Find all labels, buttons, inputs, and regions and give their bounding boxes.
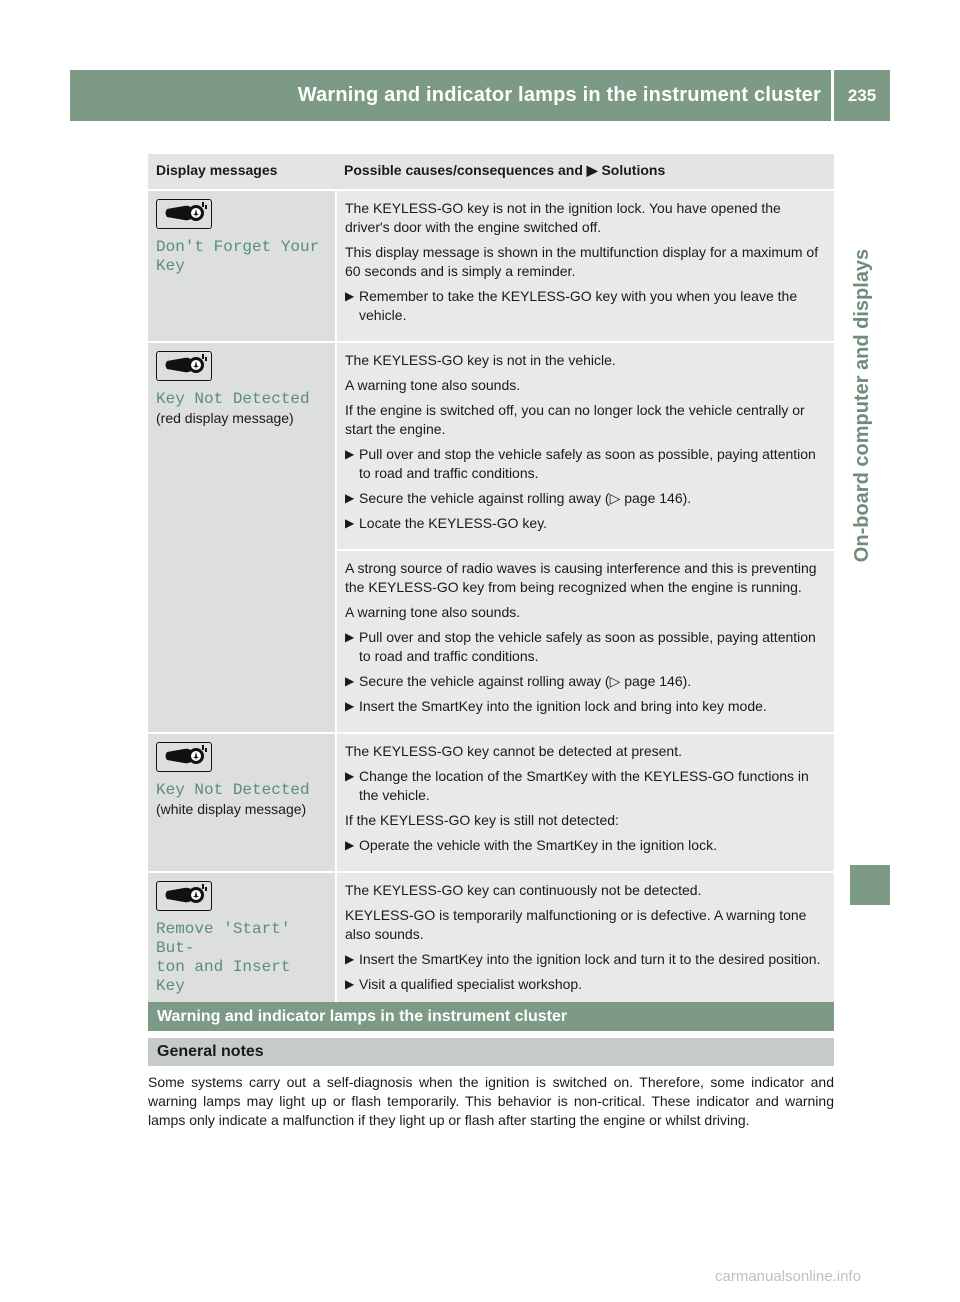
display-message-cell [148, 733, 336, 872]
column-header-causes [336, 154, 834, 190]
solution-step [345, 514, 828, 533]
solution-step [345, 767, 828, 805]
display-message-text: Key [156, 257, 185, 275]
section-subheading: General notes [148, 1038, 834, 1066]
solution-cell [336, 733, 834, 872]
arrow-right-icon: ▶ [345, 516, 355, 530]
cause-text: If the engine is switched off, you can no longer lock the vehicle centrally or start the engine. [345, 402, 805, 437]
table-row [148, 342, 834, 550]
key-icon [156, 199, 212, 229]
side-tab-label: On-board computer and displays [851, 248, 874, 562]
arrow-right-icon: ▶ [345, 838, 355, 852]
section-heading: Warning and indicator lamps in the instrument cluster [148, 1002, 834, 1031]
column-header-solutions: Solutions [597, 162, 666, 178]
arrow-right-icon: ▶ [345, 289, 355, 303]
cause-text: If the KEYLESS-GO key is still not detected: [345, 812, 619, 828]
display-message-note: (red display message) [156, 410, 294, 426]
solution-step [345, 697, 828, 716]
solution-step-text: Operate the vehicle with the SmartKey in the ignition lock. [359, 837, 717, 853]
arrow-right-icon: ▶ [345, 977, 355, 991]
side-tab [835, 125, 890, 685]
key-icon [156, 351, 212, 381]
solution-step [345, 445, 828, 483]
page-header [70, 70, 890, 121]
header-title: Warning and indicator lamps in the instrument cluster [297, 84, 821, 106]
display-message-text: Remove 'Start' But‐ [156, 920, 291, 957]
cause-text: A warning tone also sounds. [345, 604, 521, 620]
table-row [148, 733, 834, 872]
solution-step-text: Insert the SmartKey into the ignition lock and bring into key mode. [359, 698, 767, 714]
solution-step-text: Secure the vehicle against rolling away (▷ page 146). [359, 490, 692, 506]
display-message-cell [148, 342, 336, 733]
display-message-text: ton and Insert Key [156, 958, 291, 995]
solution-step [345, 950, 828, 969]
cause-text: A strong source of radio waves is causing interference and this is preventing the KEYLESS-GO key from being recognized when the engine is running. [345, 560, 817, 595]
solution-step-text: Insert the SmartKey into the ignition lock and turn it to the desired position. [359, 951, 821, 967]
solution-step [345, 628, 828, 666]
solution-step-text: Visit a qualified specialist workshop. [359, 976, 583, 992]
solution-step [345, 836, 828, 855]
solution-step [345, 975, 828, 994]
cause-text: A warning tone also sounds. [345, 377, 521, 393]
solution-cell [336, 342, 834, 550]
solution-cell [336, 872, 834, 1011]
key-icon [156, 742, 212, 772]
table-row [148, 872, 834, 1011]
solution-cell [336, 190, 834, 342]
display-message-note: (white display message) [156, 801, 307, 817]
display-messages-table [148, 154, 834, 1012]
cause-text: The KEYLESS-GO key cannot be detected at present. [345, 743, 682, 759]
arrow-right-icon: ▶ [345, 699, 355, 713]
side-marker [850, 865, 890, 905]
cause-text: KEYLESS-GO is temporarily malfunctioning or is defective. A warning tone also sounds. [345, 907, 807, 942]
display-message-text: Don't Forget Your [156, 238, 320, 256]
solution-cell [336, 550, 834, 733]
solution-step-text: Remember to take the KEYLESS-GO key with you when you leave the vehicle. [359, 288, 798, 323]
arrow-right-icon: ▶ [345, 630, 355, 644]
display-message-cell [148, 190, 336, 342]
solution-step [345, 672, 828, 691]
cause-text: The KEYLESS-GO key is not in the ignition lock. You have opened the driver's door with the engine switched off. [345, 200, 781, 235]
column-header-display-messages: Display messages [148, 154, 336, 190]
solution-step-text: Pull over and stop the vehicle safely as soon as possible, paying attention to road and traffic conditions. [359, 446, 816, 481]
solution-step-text: Pull over and stop the vehicle safely as soon as possible, paying attention to road and traffic conditions. [359, 629, 816, 664]
solution-step [345, 287, 828, 325]
arrow-right-icon: ▶ [586, 162, 598, 178]
column-header-causes-prefix: Possible causes/consequences and [344, 162, 587, 178]
general-notes-text: Some systems carry out a self-diagnosis when the ignition is switched on. Therefore, some indicator and warning lamps may light up or flash temporarily. This behavior is non-critical. These indicator and warning lamps only indicate a malfunction if they light up or flash after starting the engine or whilst driving. [148, 1074, 834, 1128]
cause-text: The KEYLESS-GO key is not in the vehicle. [345, 352, 616, 368]
arrow-right-icon: ▶ [345, 447, 355, 461]
cause-text: This display message is shown in the multifunction display for a maximum of 60 seconds and is simply a reminder. [345, 244, 819, 279]
display-message-text: Key Not Detected [156, 390, 310, 408]
solution-step-text: Secure the vehicle against rolling away (▷ page 146). [359, 673, 692, 689]
solution-step-text: Change the location of the SmartKey with the KEYLESS-GO functions in the vehicle. [359, 768, 809, 803]
key-icon [156, 881, 212, 911]
arrow-right-icon: ▶ [345, 674, 355, 688]
arrow-right-icon: ▶ [345, 952, 355, 966]
cause-text: The KEYLESS-GO key can continuously not be detected. [345, 882, 702, 898]
arrow-right-icon: ▶ [345, 769, 355, 783]
display-message-cell [148, 872, 336, 1011]
page-number: 235 [847, 85, 877, 105]
solution-step-text: Locate the KEYLESS-GO key. [359, 515, 548, 531]
solution-step [345, 489, 828, 508]
display-message-text: Key Not Detected [156, 781, 310, 799]
watermark: carmanualsonline.info [715, 1268, 861, 1285]
table-row [148, 190, 834, 342]
arrow-right-icon: ▶ [345, 491, 355, 505]
